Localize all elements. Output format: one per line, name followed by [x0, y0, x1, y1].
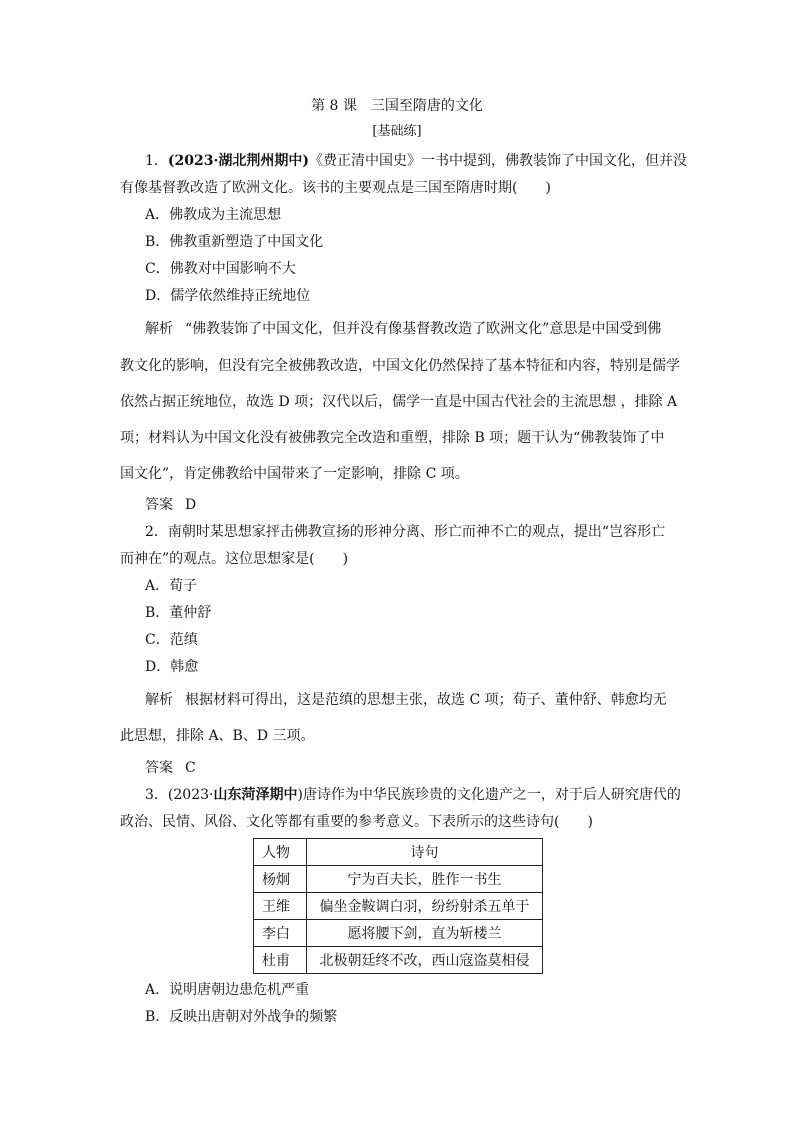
q1-analysis-line1 — [145, 319, 661, 339]
q3-number: 3． — [145, 787, 168, 803]
q1-analysis-text: “佛教装饰了中国文化，但并没有像基督教改造了欧洲文化”意思是中国受到佛 — [185, 321, 662, 337]
q1-stem-line1 — [145, 151, 687, 171]
table-row — [254, 920, 543, 947]
lesson-title: 第 8 课 三国至隋唐的文化 — [311, 98, 483, 114]
q2-option-c: C．范缜 — [145, 632, 198, 648]
q3-option-b: B．反映出唐朝对外战争的频繁 — [145, 1009, 338, 1025]
q1-source: (2023·湖北荆州期中) — [167, 153, 310, 169]
q2-stem-line1 — [145, 522, 665, 542]
q1-number: 1． — [145, 153, 168, 169]
q1-option-d: D．儒学依然维持正统地位 — [145, 288, 311, 304]
q1-answer-label: 答案 — [145, 497, 173, 513]
q1-answer — [145, 495, 196, 515]
table-row — [254, 947, 543, 974]
q2-option-d: D．韩愈 — [145, 659, 199, 675]
table-cell-poem: 北极朝廷终不改，西山寇盗莫相侵 — [307, 947, 543, 974]
table-cell-person: 王维 — [254, 893, 307, 920]
q2-analysis-label: 解析 — [145, 692, 173, 708]
table-header-person: 人物 — [254, 839, 307, 866]
q1-analysis-line4: 项；材料认为中国文化没有被佛教完全改造和重塑，排除 B 项；题干认为“佛教装饰了中 — [120, 430, 665, 446]
q1-answer-value: D — [185, 497, 197, 513]
q2-stem-text: 南朝时某思想家抨击佛教宣扬的形神分离、形亡而神不亡的观点，提出“岂容形亡 — [167, 524, 666, 540]
q1-analysis-line5: 国文化”，肯定佛教给中国带来了一定影响，排除 C 项。 — [120, 466, 469, 482]
section-title: [基础练] — [372, 124, 422, 139]
q1-option-c: C．佛教对中国影响不大 — [145, 261, 296, 277]
table-cell-poem: 宁为百夫长，胜作一书生 — [307, 866, 543, 893]
q3-stem-line2: 政治、民情、风俗、文化等都有重要的参考意义。下表所示的这些诗句( ) — [120, 814, 593, 830]
q2-analysis-text: 根据材料可得出，这是范缜的思想主张，故选 C 项；荀子、董仲舒、韩愈均无 — [185, 692, 667, 708]
q1-option-b: B．佛教重新塑造了中国文化 — [145, 234, 324, 250]
q2-number: 2． — [145, 524, 168, 540]
q3-stem-line1 — [145, 785, 681, 805]
table-header-row — [254, 839, 543, 866]
q2-answer-value: C — [185, 760, 196, 776]
q2-option-b: B．董仲舒 — [145, 605, 212, 621]
q2-option-a: A．荀子 — [145, 578, 198, 594]
q3-option-a: A．说明唐朝边患危机严重 — [145, 982, 310, 998]
table-row — [254, 866, 543, 893]
table-cell-person: 李白 — [254, 920, 307, 947]
table-cell-person: 杜甫 — [254, 947, 307, 974]
poems-table — [253, 838, 543, 974]
q2-stem-line2: 而神在”的观点。这位思想家是( ) — [120, 551, 349, 567]
q3-stem-text: 唐诗作为中华民族珍贵的文化遗产之一，对于后人研究唐代的 — [302, 787, 681, 803]
table-cell-poem: 偏坐金鞍调白羽，纷纷射杀五单于 — [307, 893, 543, 920]
q2-analysis-line1 — [145, 690, 667, 710]
q2-answer — [145, 758, 196, 778]
table-row — [254, 893, 543, 920]
q1-analysis-line3: 依然占据正统地位，故选 D 项；汉代以后，儒学一直是中国古代社会的主流思想 ，排除 A — [120, 394, 678, 410]
q1-option-a: A．佛教成为主流思想 — [145, 207, 282, 223]
table-cell-poem: 愿将腰下剑，直为斩楼兰 — [307, 920, 543, 947]
q3-source: 山东菏泽期中 — [213, 787, 298, 803]
q3-source-close: ) — [297, 787, 303, 803]
table-cell-person: 杨炯 — [254, 866, 307, 893]
q1-stem-line2: 有像基督教改造了欧洲文化。该书的主要观点是三国至隋唐时期( ) — [120, 180, 551, 196]
q1-analysis-line2: 教文化的影响，但没有完全被佛教改造，中国文化仍然保持了基本特征和内容，特别是儒学 — [120, 358, 680, 374]
q1-analysis-label: 解析 — [145, 321, 173, 337]
q2-answer-label: 答案 — [145, 760, 173, 776]
q3-source-open: (2023· — [167, 787, 214, 803]
table-header-poem: 诗句 — [307, 839, 543, 866]
q2-analysis-line2: 此思想，排除 A、B、D 三项。 — [120, 728, 315, 744]
q1-stem-text: 《费正清中国史》一书中提到，佛教装饰了中国文化，但并没 — [309, 153, 688, 169]
